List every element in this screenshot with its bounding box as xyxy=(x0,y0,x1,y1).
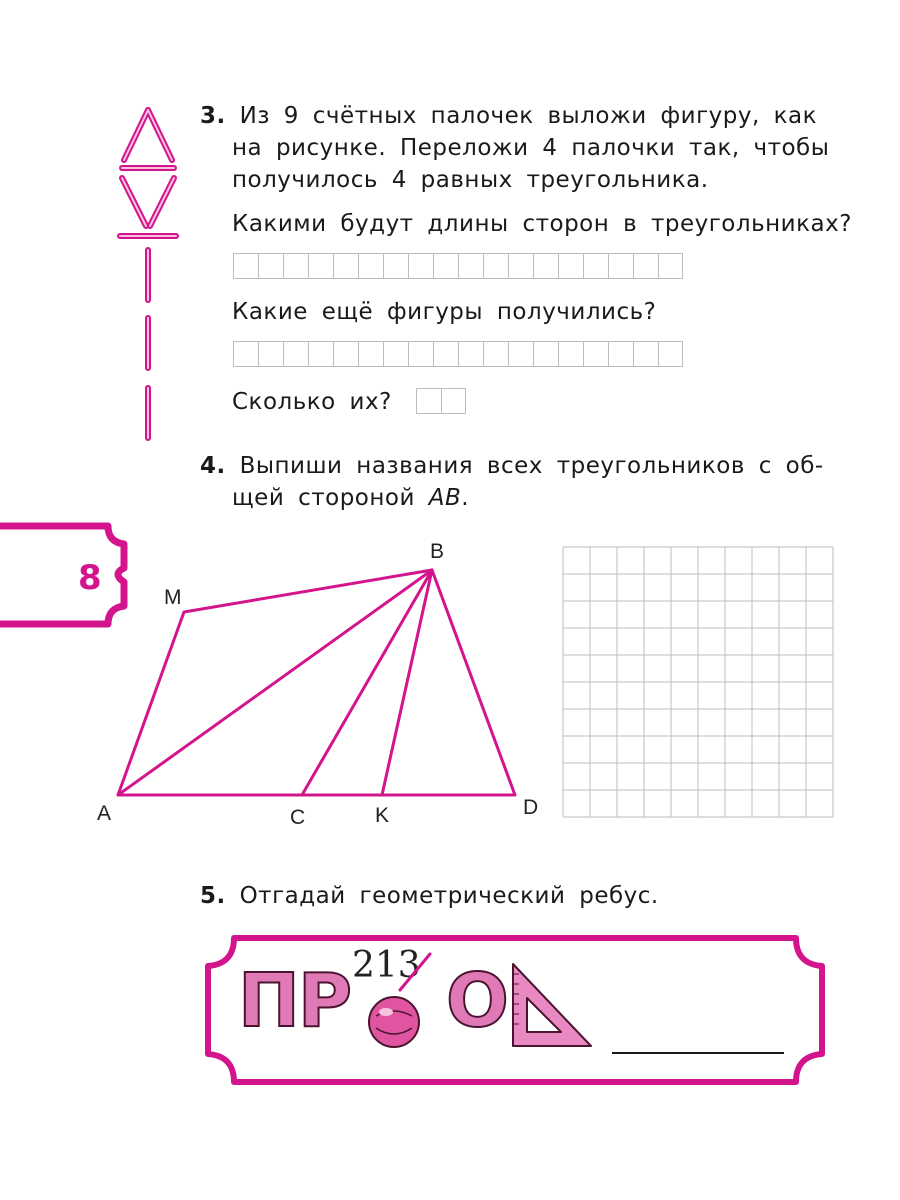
task-4-line-2-suffix: . xyxy=(461,485,470,511)
answer-cells-3[interactable] xyxy=(416,388,466,414)
point-d-label: D xyxy=(523,796,539,819)
page-number: 8 xyxy=(78,558,102,598)
task-4-line-2-prefix: щей стороной xyxy=(232,485,429,511)
rebus-letter-o: О xyxy=(446,958,507,1044)
point-c-label: C xyxy=(290,806,306,829)
segment-ab: AB xyxy=(428,485,462,511)
task-3-question-1: Какими будут длины сторон в треугольниках? xyxy=(232,211,852,237)
rebus-answer-line[interactable] xyxy=(612,1052,784,1054)
sticks-figure xyxy=(100,100,190,450)
answer-cells-1[interactable] xyxy=(233,253,683,279)
point-a-label: A xyxy=(97,802,112,825)
point-m-label: M xyxy=(164,586,182,609)
task-3-line-3: получилось 4 равных треугольника. xyxy=(232,167,709,193)
task-3-text xyxy=(200,100,840,196)
task-3-line-1: Из 9 счётных палочек выложи фигуру, как xyxy=(239,103,817,129)
task-5-number: 5. xyxy=(200,883,226,909)
set-square-icon xyxy=(505,960,595,1050)
point-b-label: B xyxy=(430,540,445,563)
crossed-digit-mark xyxy=(396,950,436,994)
task-3-number: 3. xyxy=(200,103,226,129)
task-5-text xyxy=(200,880,659,912)
answer-grid[interactable] xyxy=(562,546,834,818)
task-3-question-2: Какие ещё фигуры получились? xyxy=(232,299,657,325)
task-3-question-3: Сколько их? xyxy=(232,389,392,415)
answer-cells-2[interactable] xyxy=(233,341,683,367)
rebus-digits: 213 xyxy=(352,945,421,986)
task-4-line-1: Выпиши названия всех треугольников с об- xyxy=(239,453,824,479)
rebus-letters-pr: ПР xyxy=(238,958,351,1044)
ball-icon xyxy=(364,992,424,1052)
task-5-line: Отгадай геометрический ребус. xyxy=(239,883,659,909)
task-4-number: 4. xyxy=(200,453,226,479)
task-3-line-2: на рисунке. Переложи 4 палочки так, чтобы xyxy=(232,135,830,161)
point-k-label: K xyxy=(375,804,390,827)
task-4-text xyxy=(200,450,840,514)
